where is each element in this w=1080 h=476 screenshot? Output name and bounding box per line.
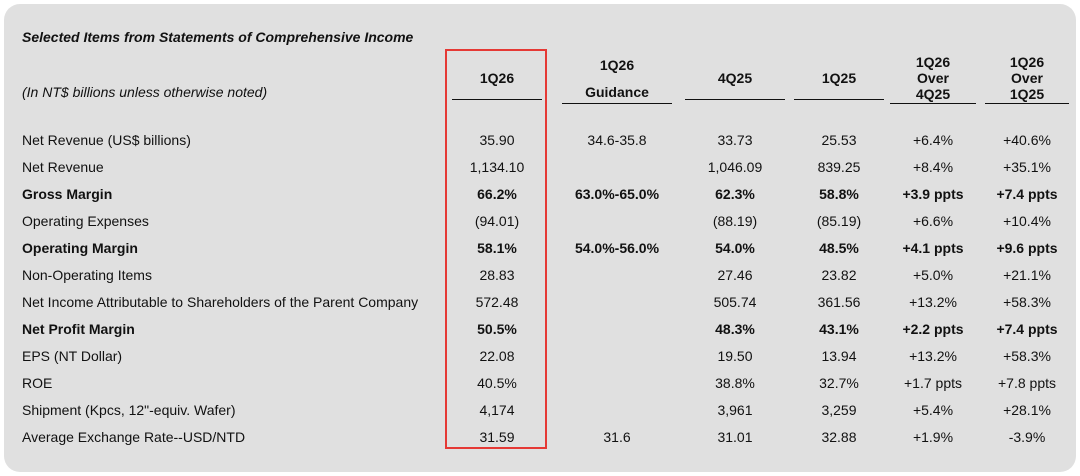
cell-4q25: 31.01 <box>717 429 753 445</box>
cell-over-1q25: +21.1% <box>1003 267 1051 283</box>
header-1q26-over-1q25: 1Q26 Over 1Q25 <box>985 54 1069 104</box>
table-row <box>0 213 1080 233</box>
table-row <box>0 132 1080 152</box>
row-label: Gross Margin <box>22 186 113 202</box>
cell-1q26: 35.90 <box>479 132 515 148</box>
cell-1q25: (85.19) <box>816 213 862 229</box>
row-label: ROE <box>22 375 53 391</box>
row-label: Operating Expenses <box>22 213 149 229</box>
cell-1q26: (94.01) <box>474 213 520 229</box>
cell-over-1q25: +58.3% <box>1003 348 1051 364</box>
cell-4q25: 3,961 <box>717 402 753 418</box>
unit-note: (In NT$ billions unless otherwise noted) <box>22 84 268 100</box>
cell-1q26: 572.48 <box>475 294 519 310</box>
cell-1q26: 31.59 <box>479 429 515 445</box>
table-row <box>0 159 1080 179</box>
cell-over-4q25: +1.7 ppts <box>904 375 962 391</box>
cell-over-1q25: +28.1% <box>1003 402 1051 418</box>
cell-1q26: 66.2% <box>477 186 517 202</box>
cell-over-4q25: +13.2% <box>909 294 957 310</box>
cell-over-1q25: +40.6% <box>1003 132 1051 148</box>
row-label: Net Profit Margin <box>22 321 135 337</box>
cell-4q25: 1,046.09 <box>707 159 763 175</box>
header-1q26-over-4q25: 1Q26 Over 4Q25 <box>890 54 976 104</box>
cell-4q25: (88.19) <box>712 213 758 229</box>
row-label: EPS (NT Dollar) <box>22 348 123 364</box>
table-row <box>0 348 1080 368</box>
cell-over-4q25: +6.6% <box>912 213 954 229</box>
cell-4q25: 48.3% <box>715 321 755 337</box>
table-title: Selected Items from Statements of Comprehensive Income <box>22 29 414 45</box>
cell-over-4q25: +1.9% <box>912 429 954 445</box>
table-row <box>0 429 1080 449</box>
cell-4q25: 505.74 <box>713 294 757 310</box>
table-row <box>0 294 1080 314</box>
cell-over-4q25: +3.9 ppts <box>902 186 964 202</box>
cell-1q25: 58.8% <box>819 186 859 202</box>
cell-1q25: 839.25 <box>817 159 861 175</box>
cell-1q26: 50.5% <box>477 321 517 337</box>
cell-over-4q25: +2.2 ppts <box>902 321 964 337</box>
row-label: Non-Operating Items <box>22 267 152 283</box>
table-row <box>0 267 1080 287</box>
cell-1q26: 4,174 <box>479 402 515 418</box>
row-label: Average Exchange Rate--USD/NTD <box>22 429 246 445</box>
row-label: Net Revenue (US$ billions) <box>22 132 191 148</box>
cell-over-1q25: +35.1% <box>1003 159 1051 175</box>
row-label: Net Income Attributable to Shareholders of the Parent Company <box>22 294 419 310</box>
row-label: Shipment (Kpcs, 12"-equiv. Wafer) <box>22 402 236 418</box>
cell-over-1q25: +7.4 ppts <box>996 321 1058 337</box>
table-row <box>0 402 1080 422</box>
cell-1q25: 13.94 <box>821 348 857 364</box>
cell-1q25: 43.1% <box>819 321 859 337</box>
cell-1q26: 22.08 <box>479 348 515 364</box>
header-4q25: 4Q25 <box>685 70 785 100</box>
cell-1q25: 32.88 <box>821 429 857 445</box>
cell-over-4q25: +4.1 ppts <box>902 240 964 256</box>
cell-guidance: 54.0%-56.0% <box>574 240 660 256</box>
cell-1q26: 1,134.10 <box>469 159 525 175</box>
header-1q26: 1Q26 <box>452 70 542 100</box>
cell-over-1q25: +7.8 ppts <box>998 375 1056 391</box>
header-1q25: 1Q25 <box>794 70 884 100</box>
table-row <box>0 186 1080 206</box>
row-label: Operating Margin <box>22 240 138 256</box>
cell-4q25: 62.3% <box>715 186 755 202</box>
cell-over-4q25: +8.4% <box>912 159 954 175</box>
cell-1q25: 25.53 <box>821 132 857 148</box>
cell-4q25: 54.0% <box>715 240 755 256</box>
cell-over-1q25: +7.4 ppts <box>996 186 1058 202</box>
cell-over-4q25: +5.4% <box>912 402 954 418</box>
cell-over-1q25: +58.3% <box>1003 294 1051 310</box>
cell-over-1q25: -3.9% <box>1008 429 1046 445</box>
cell-guidance: 34.6-35.8 <box>587 132 647 148</box>
cell-4q25: 38.8% <box>715 375 755 391</box>
cell-guidance: 63.0%-65.0% <box>574 186 660 202</box>
cell-over-4q25: +6.4% <box>912 132 954 148</box>
cell-1q26: 40.5% <box>477 375 517 391</box>
table-row <box>0 321 1080 341</box>
cell-over-1q25: +9.6 ppts <box>996 240 1058 256</box>
cell-1q25: 3,259 <box>821 402 857 418</box>
cell-over-1q25: +10.4% <box>1003 213 1051 229</box>
cell-4q25: 33.73 <box>717 132 753 148</box>
cell-guidance: 31.6 <box>603 429 631 445</box>
row-label: Net Revenue <box>22 159 104 175</box>
cell-4q25: 19.50 <box>717 348 753 364</box>
cell-1q26: 58.1% <box>477 240 517 256</box>
cell-over-4q25: +13.2% <box>909 348 957 364</box>
cell-1q25: 32.7% <box>819 375 859 391</box>
table-row <box>0 240 1080 260</box>
table-row <box>0 375 1080 395</box>
cell-over-4q25: +5.0% <box>912 267 954 283</box>
cell-1q25: 23.82 <box>821 267 857 283</box>
cell-4q25: 27.46 <box>717 267 753 283</box>
cell-1q25: 361.56 <box>817 294 861 310</box>
cell-1q26: 28.83 <box>479 267 515 283</box>
header-1q26-guidance: 1Q26 Guidance <box>562 57 672 104</box>
cell-1q25: 48.5% <box>819 240 859 256</box>
